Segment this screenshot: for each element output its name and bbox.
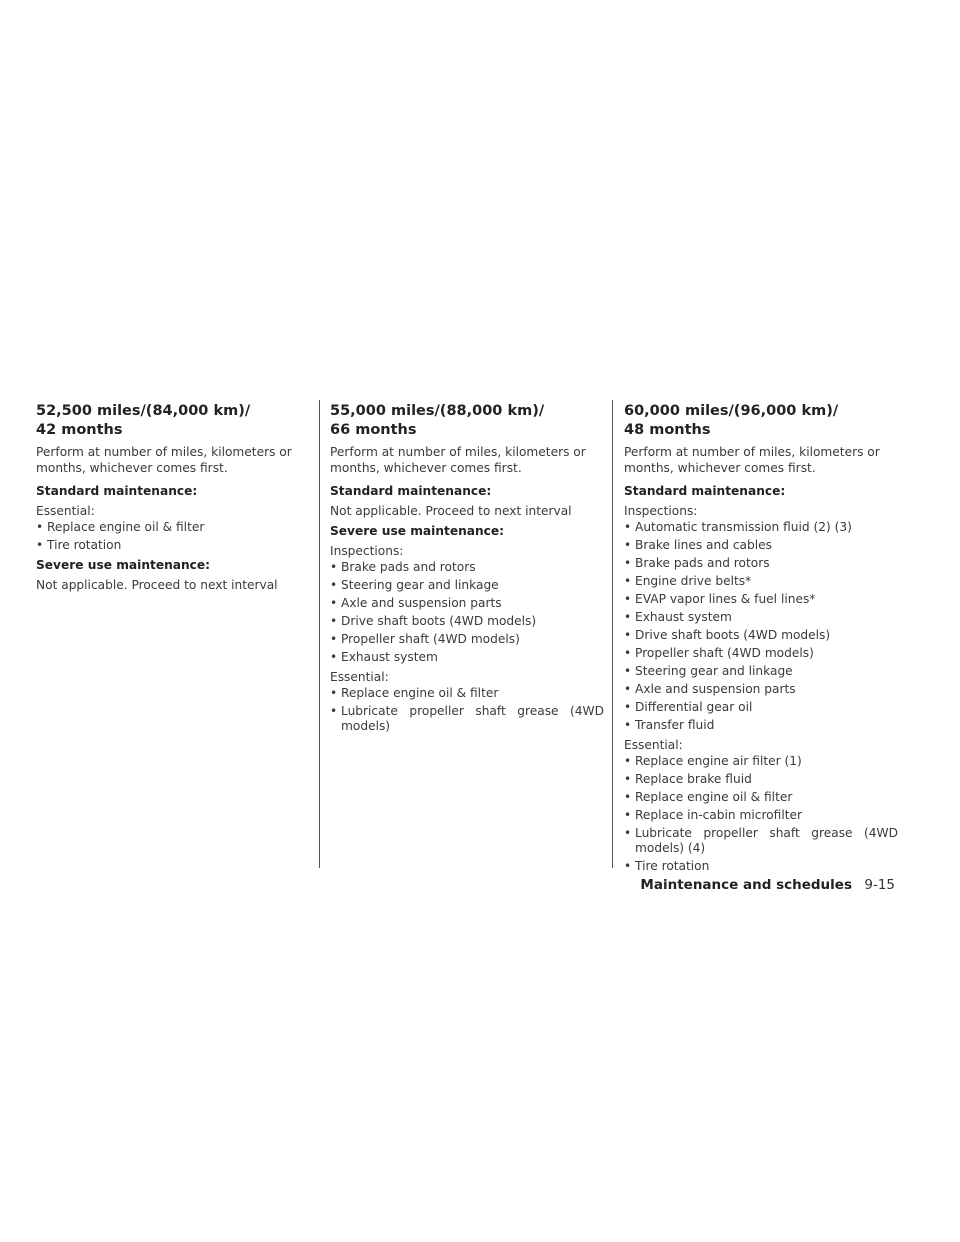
list-item: • Drive shaft boots (4WD models) [624, 628, 831, 642]
interval-column-55000 [330, 402, 604, 738]
list-item: • Tire rotation [624, 859, 710, 873]
inspections-label: Inspections: [330, 544, 404, 558]
list-item: • Engine drive belts* [624, 574, 752, 588]
list-item: • Steering gear and linkage [330, 578, 499, 592]
essential-label: Essential: [36, 504, 95, 518]
list-item: • Brake lines and cables [624, 538, 772, 552]
heading-line-1: 60,000 miles/(96,000 km)/ [624, 403, 839, 419]
list-item: • Replace brake fluid [624, 772, 752, 786]
interval-heading [330, 402, 604, 440]
standard-maintenance-text: Not applicable. Proceed to next interval [330, 504, 572, 518]
list-item: • Transfer fluid [624, 718, 715, 732]
list-item: • Exhaust system [624, 610, 732, 624]
list-item: • Exhaust system [330, 650, 438, 664]
intro-text: Perform at number of miles, kilometers or months, whichever comes first. [330, 445, 586, 475]
list-item: • Lubricate propeller shaft grease (4WD models) (4) [624, 826, 898, 855]
list-item: • Tire rotation [36, 538, 122, 552]
heading-line-2: 48 months [624, 422, 711, 438]
essential-list [624, 754, 898, 874]
column-divider [319, 400, 320, 868]
list-item: • Replace engine oil & filter [36, 520, 205, 534]
list-item: • Differential gear oil [624, 700, 753, 714]
list-item: • Propeller shaft (4WD models) [330, 632, 520, 646]
section-title: Maintenance and schedules [640, 877, 852, 893]
page-footer [640, 877, 900, 897]
column-divider [612, 400, 613, 868]
interval-column-60000 [624, 402, 898, 878]
list-item: • Axle and suspension parts [624, 682, 796, 696]
essential-list [330, 686, 604, 734]
list-item: • Drive shaft boots (4WD models) [330, 614, 537, 628]
intro-text: Perform at number of miles, kilometers or months, whichever comes first. [624, 445, 880, 475]
interval-heading [36, 402, 310, 440]
heading-line-2: 42 months [36, 422, 123, 438]
essential-label: Essential: [330, 670, 389, 684]
list-item: • Replace in-cabin microfilter [624, 808, 802, 822]
standard-maintenance-label: Standard maintenance: [330, 484, 492, 498]
list-item: • Brake pads and rotors [330, 560, 476, 574]
list-item: • Replace engine air filter (1) [624, 754, 802, 768]
severe-maintenance-text: Not applicable. Proceed to next interval [36, 578, 278, 592]
list-item: • Replace engine oil & filter [330, 686, 499, 700]
list-item: • Propeller shaft (4WD models) [624, 646, 814, 660]
list-item: • Axle and suspension parts [330, 596, 502, 610]
page-number: 9-15 [864, 877, 895, 893]
list-item: • EVAP vapor lines & fuel lines* [624, 592, 816, 606]
list-item: • Replace engine oil & filter [624, 790, 793, 804]
interval-column-52500 [36, 402, 310, 597]
standard-maintenance-label: Standard maintenance: [624, 484, 786, 498]
standard-maintenance-label: Standard maintenance: [36, 484, 198, 498]
list-item: • Brake pads and rotors [624, 556, 770, 570]
heading-line-1: 55,000 miles/(88,000 km)/ [330, 403, 545, 419]
list-item: • Lubricate propeller shaft grease (4WD models) [330, 704, 604, 733]
list-item: • Automatic transmission fluid (2) (3) [624, 520, 852, 534]
inspections-list [330, 560, 604, 665]
inspections-list [624, 520, 898, 733]
severe-maintenance-label: Severe use maintenance: [36, 558, 211, 572]
essential-label: Essential: [624, 738, 683, 752]
intro-text: Perform at number of miles, kilometers or months, whichever comes first. [36, 445, 292, 475]
essential-list [36, 520, 310, 553]
interval-heading [624, 402, 898, 440]
list-item: • Steering gear and linkage [624, 664, 793, 678]
severe-maintenance-label: Severe use maintenance: [330, 524, 505, 538]
heading-line-2: 66 months [330, 422, 417, 438]
inspections-label: Inspections: [624, 504, 698, 518]
heading-line-1: 52,500 miles/(84,000 km)/ [36, 403, 251, 419]
